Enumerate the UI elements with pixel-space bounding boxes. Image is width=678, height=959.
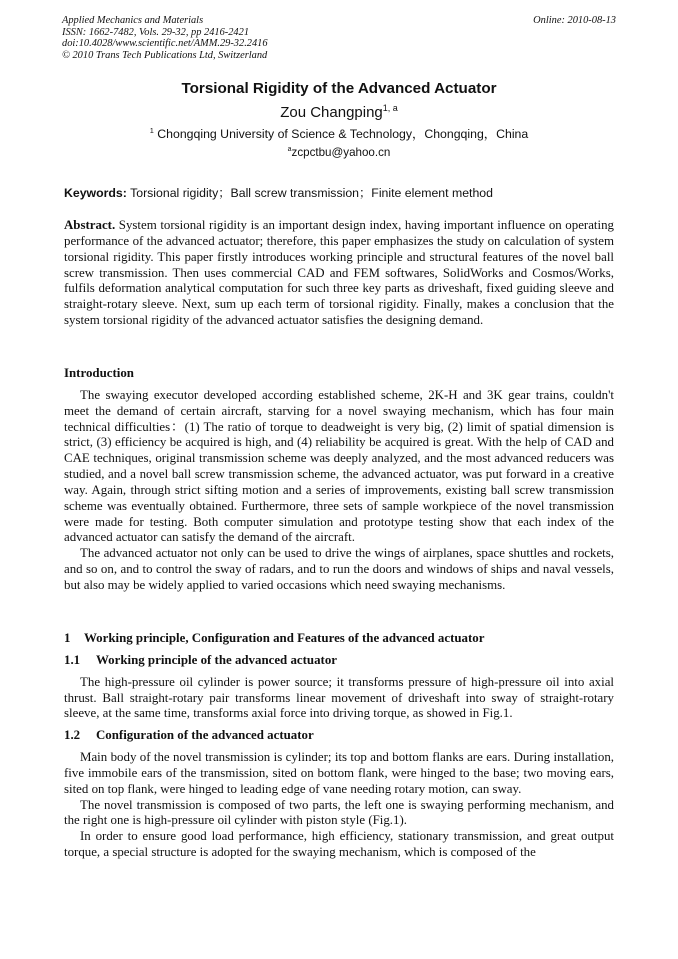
email-address[interactable]: zcpctbu@yahoo.cn: [291, 146, 391, 159]
paper-title: Torsional Rigidity of the Advanced Actuator: [181, 80, 497, 97]
introduction-paragraph-2: The advanced actuator not only can be used to drive the wings of airplanes, space shuttles and rockets, and so on, and to control the sway of radars, and to run the doors and windows of ships and naval vessels, but also may be widely applied to varied occasions which need swaying mechanisms.: [64, 546, 614, 592]
subsection-1-1-number: 1.1: [64, 652, 81, 667]
subsection-1-1-paragraph: The high-pressure oil cylinder is power source; it transforms pressure of high-pressure oil into axial thrust. Ball straight-rotary pair transforms linear movement of driveshaft into sway of straight-rotary sleeve, at the same time, transforms axial force into driving torque, as showed in Fig.1.: [64, 674, 614, 721]
copyright-line: © 2010 Trans Tech Publications Ltd, Switzerland: [62, 49, 268, 61]
online-date: Online: 2010-08-13: [533, 15, 616, 26]
email-line: [0, 146, 678, 159]
abstract-block: [64, 218, 614, 329]
introduction-paragraph-1: The swaying executor developed according established scheme, 2K-H and 3K gear trains, couldn't meet the demand of certain aircraft, starving for a novel swaying mechanism, which has four main technical difficulties：(1) The ratio of torque to deadweight is very big, (2) limit of spatial dimension is strict, (3) efficiency be acquired is high, and (4) reliability be acquired is great. With the help of CAD and CAE techniques, original transmission scheme was deeply analyzed, and the most advanced reducers was studied, and a novel ball screw transmission scheme, the advanced actuator, was put forward in a creative way. Again, through strict sifting motion and a series of improvements, existing ball screw transmission scheme was eventually obtained. Furthermore, three sets of sample workpiece of the novel transmission were made for testing. Both computer simulation and prototype testing show that each index of the advanced actuator can satisfy the demand of the aircraft.: [64, 387, 614, 545]
issn-line: ISSN: 1662-7482, Vols. 29-32, pp 2416-2421: [62, 26, 250, 38]
email-superscript: a: [287, 146, 292, 154]
subsection-1-1-title: Working principle of the advanced actuator: [96, 652, 337, 667]
author-superscript: 1, a: [382, 103, 398, 113]
affiliation-text: Chongqing University of Science & Technology，Chongqing，China: [157, 127, 529, 141]
subsection-1-2-paragraph-1: Main body of the novel transmission is cylinder; its top and bottom flanks are ears. During installation, five immobile ears of the transmission, sited on bottom flank, were hinged to the base; two moving ears, sited on top flank, were hinged to leading edge of vane needing rotary motion, can sway.: [64, 750, 614, 796]
subsection-1-2-title: Configuration of the advanced actuator: [96, 728, 314, 743]
affiliation-superscript: 1: [149, 125, 154, 135]
keywords-label: Keywords:: [64, 186, 127, 200]
subsection-1-1-heading: [64, 653, 614, 669]
subsection-1-2-heading: [64, 728, 614, 744]
journal-name: Applied Mechanics and Materials: [62, 15, 204, 26]
journal-header: [62, 15, 616, 61]
abstract-label: Abstract.: [64, 218, 116, 232]
section-1-number: 1: [64, 631, 71, 645]
section-1: [64, 631, 614, 861]
author-name: Zou Changping: [280, 104, 383, 121]
keywords-line: [64, 183, 624, 201]
abstract-text: System torsional rigidity is an important design index, having important influence on operating performance of the advanced actuator; therefore, this paper emphasizes the study on calculation of system torsional rigidity. This paper firstly introduces working principle and structural features of the novel ball screw transmission. Then uses commercial CAD and FEM softwares, SolidWorks and Cosmos/Works, fulfils deformation analytical computation for such three key parts as driveshaft, fixed guiding sleeve and straight-rotary sleeve. Next, sum up each term of torsional rigidity. Finally, makes a conclusion that the system torsional rigidity of the advanced actuator satisfies the designing demand.: [64, 218, 614, 328]
section-1-heading: [64, 631, 614, 647]
author-line: [0, 104, 678, 121]
doi-line[interactable]: doi:10.4028/www.scientific.net/AMM.29-32.2416: [62, 38, 268, 50]
subsection-1-2-paragraph-2: The novel transmission is composed of two parts, the left one is swaying performing mechanism, and the right one is high-pressure oil cylinder with piston style (Fig.1).: [64, 797, 614, 828]
section-1-title: Working principle, Configuration and Features of the advanced actuator: [84, 631, 485, 645]
introduction-section: [64, 366, 614, 594]
subsection-1-2-number: 1.2: [64, 728, 81, 743]
keywords-text: Torsional rigidity；Ball screw transmission；Finite element method: [130, 186, 493, 200]
introduction-heading: Introduction: [64, 366, 134, 380]
affiliation-line: [0, 124, 678, 142]
subsection-1-2-paragraph-3: In order to ensure good load performance, high efficiency, stationary transmission, and great output torque, a special structure is adopted for the swaying mechanism, which is composed of the: [64, 829, 614, 860]
abstract-paragraph: [64, 218, 614, 329]
